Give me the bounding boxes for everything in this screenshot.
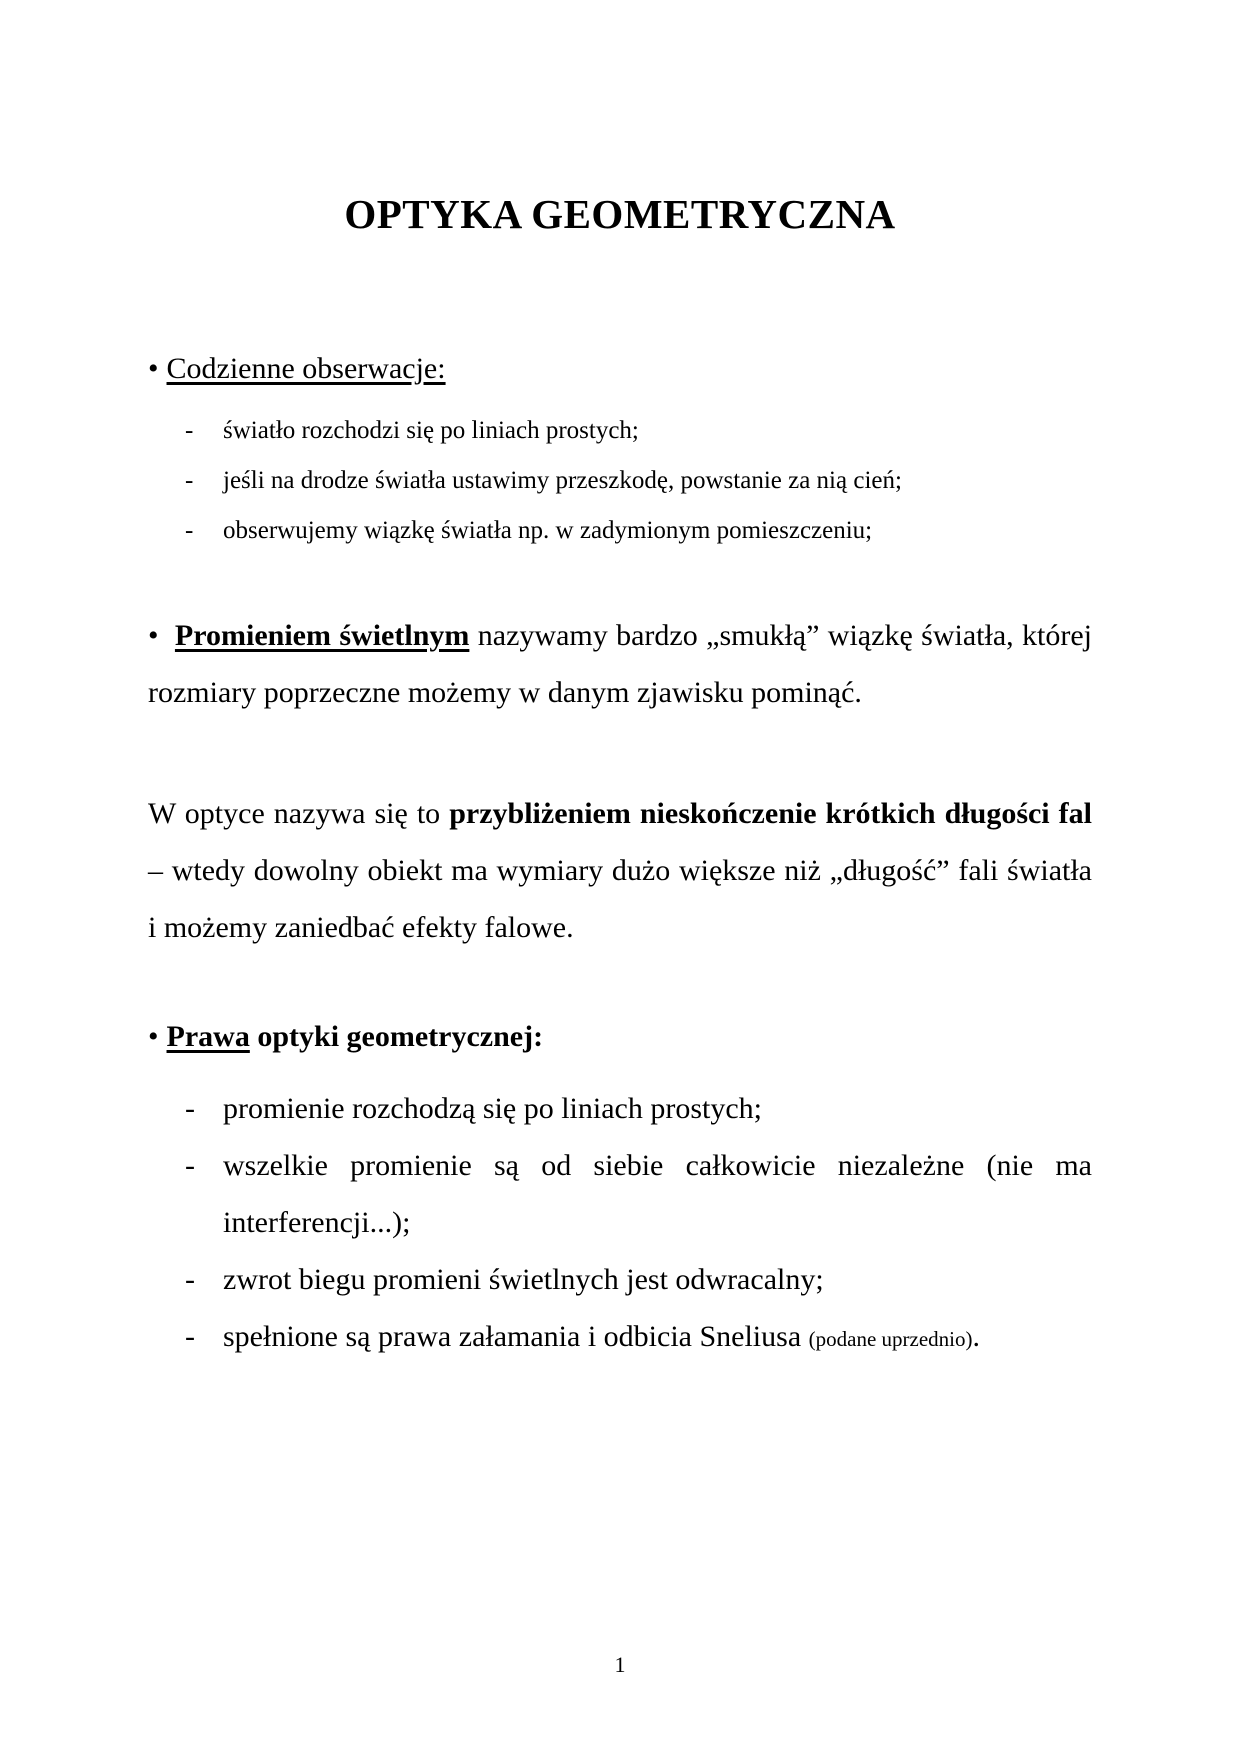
section-laws-heading	[148, 1020, 543, 1054]
dash-icon: -	[185, 1263, 195, 1296]
observations-heading-text: Codzienne obserwacje:	[166, 352, 446, 385]
list-item: - promienie rozchodzą się po liniach prostych;	[185, 1080, 1092, 1137]
laws-heading-rest: optyki geometrycznej:	[249, 1020, 544, 1053]
observations-list	[185, 412, 1085, 562]
laws-list	[185, 1080, 1092, 1368]
dash-icon: -	[185, 417, 194, 444]
dash-icon: -	[185, 467, 194, 494]
bullet-icon: •	[148, 1020, 159, 1053]
note-text: (podane uprzednio)	[808, 1327, 973, 1351]
bullet-icon: •	[148, 352, 159, 385]
bullet-icon: •	[148, 619, 159, 652]
page-title: OPTYKA GEOMETRYCZNA	[344, 191, 896, 237]
dash-icon: -	[185, 517, 194, 544]
laws-heading-underlined: Prawa	[166, 1020, 250, 1053]
list-item: - wszelkie promienie są od siebie całkowicie niezależne (nie ma interferencji...);	[185, 1137, 1092, 1251]
approximation-paragraph: W optyce nazywa się to przybliżeniem nieskończenie krótkich długości fal – wtedy dowolny obiekt ma wymiary dużo większe niż „długość” fali światła i możemy zaniedbać efekty falowe.	[148, 797, 1092, 944]
dash-icon: -	[185, 1092, 195, 1125]
light-ray-term: Promieniem świetlnym	[174, 619, 470, 652]
list-item: - jeśli na drodze światła ustawimy przeszkodę, powstanie za nią cień;	[185, 462, 1085, 512]
list-item: - obserwujemy wiązkę światła np. w zadymionym pomieszczeniu;	[185, 512, 1085, 562]
dash-icon: -	[185, 1149, 195, 1182]
page-number: 1	[614, 1652, 626, 1677]
section-observations-heading	[148, 352, 446, 386]
dash-icon: -	[185, 1320, 195, 1353]
light-ray-definition	[148, 607, 1092, 721]
light-ray-definition-text: nazywamy bardzo „smukłą” wiązkę światła, której rozmiary poprzeczne możemy w danym zjawisku pominąć.	[148, 619, 1092, 709]
list-item: - światło rozchodzi się po liniach prostych;	[185, 412, 1085, 462]
approximation-term: przybliżeniem nieskończenie krótkich długości fal	[449, 797, 1092, 830]
list-item: - spełnione są prawa załamania i odbicia Sneliusa (podane uprzednio).	[185, 1308, 1092, 1368]
list-item: - zwrot biegu promieni świetlnych jest odwracalny;	[185, 1251, 1092, 1308]
